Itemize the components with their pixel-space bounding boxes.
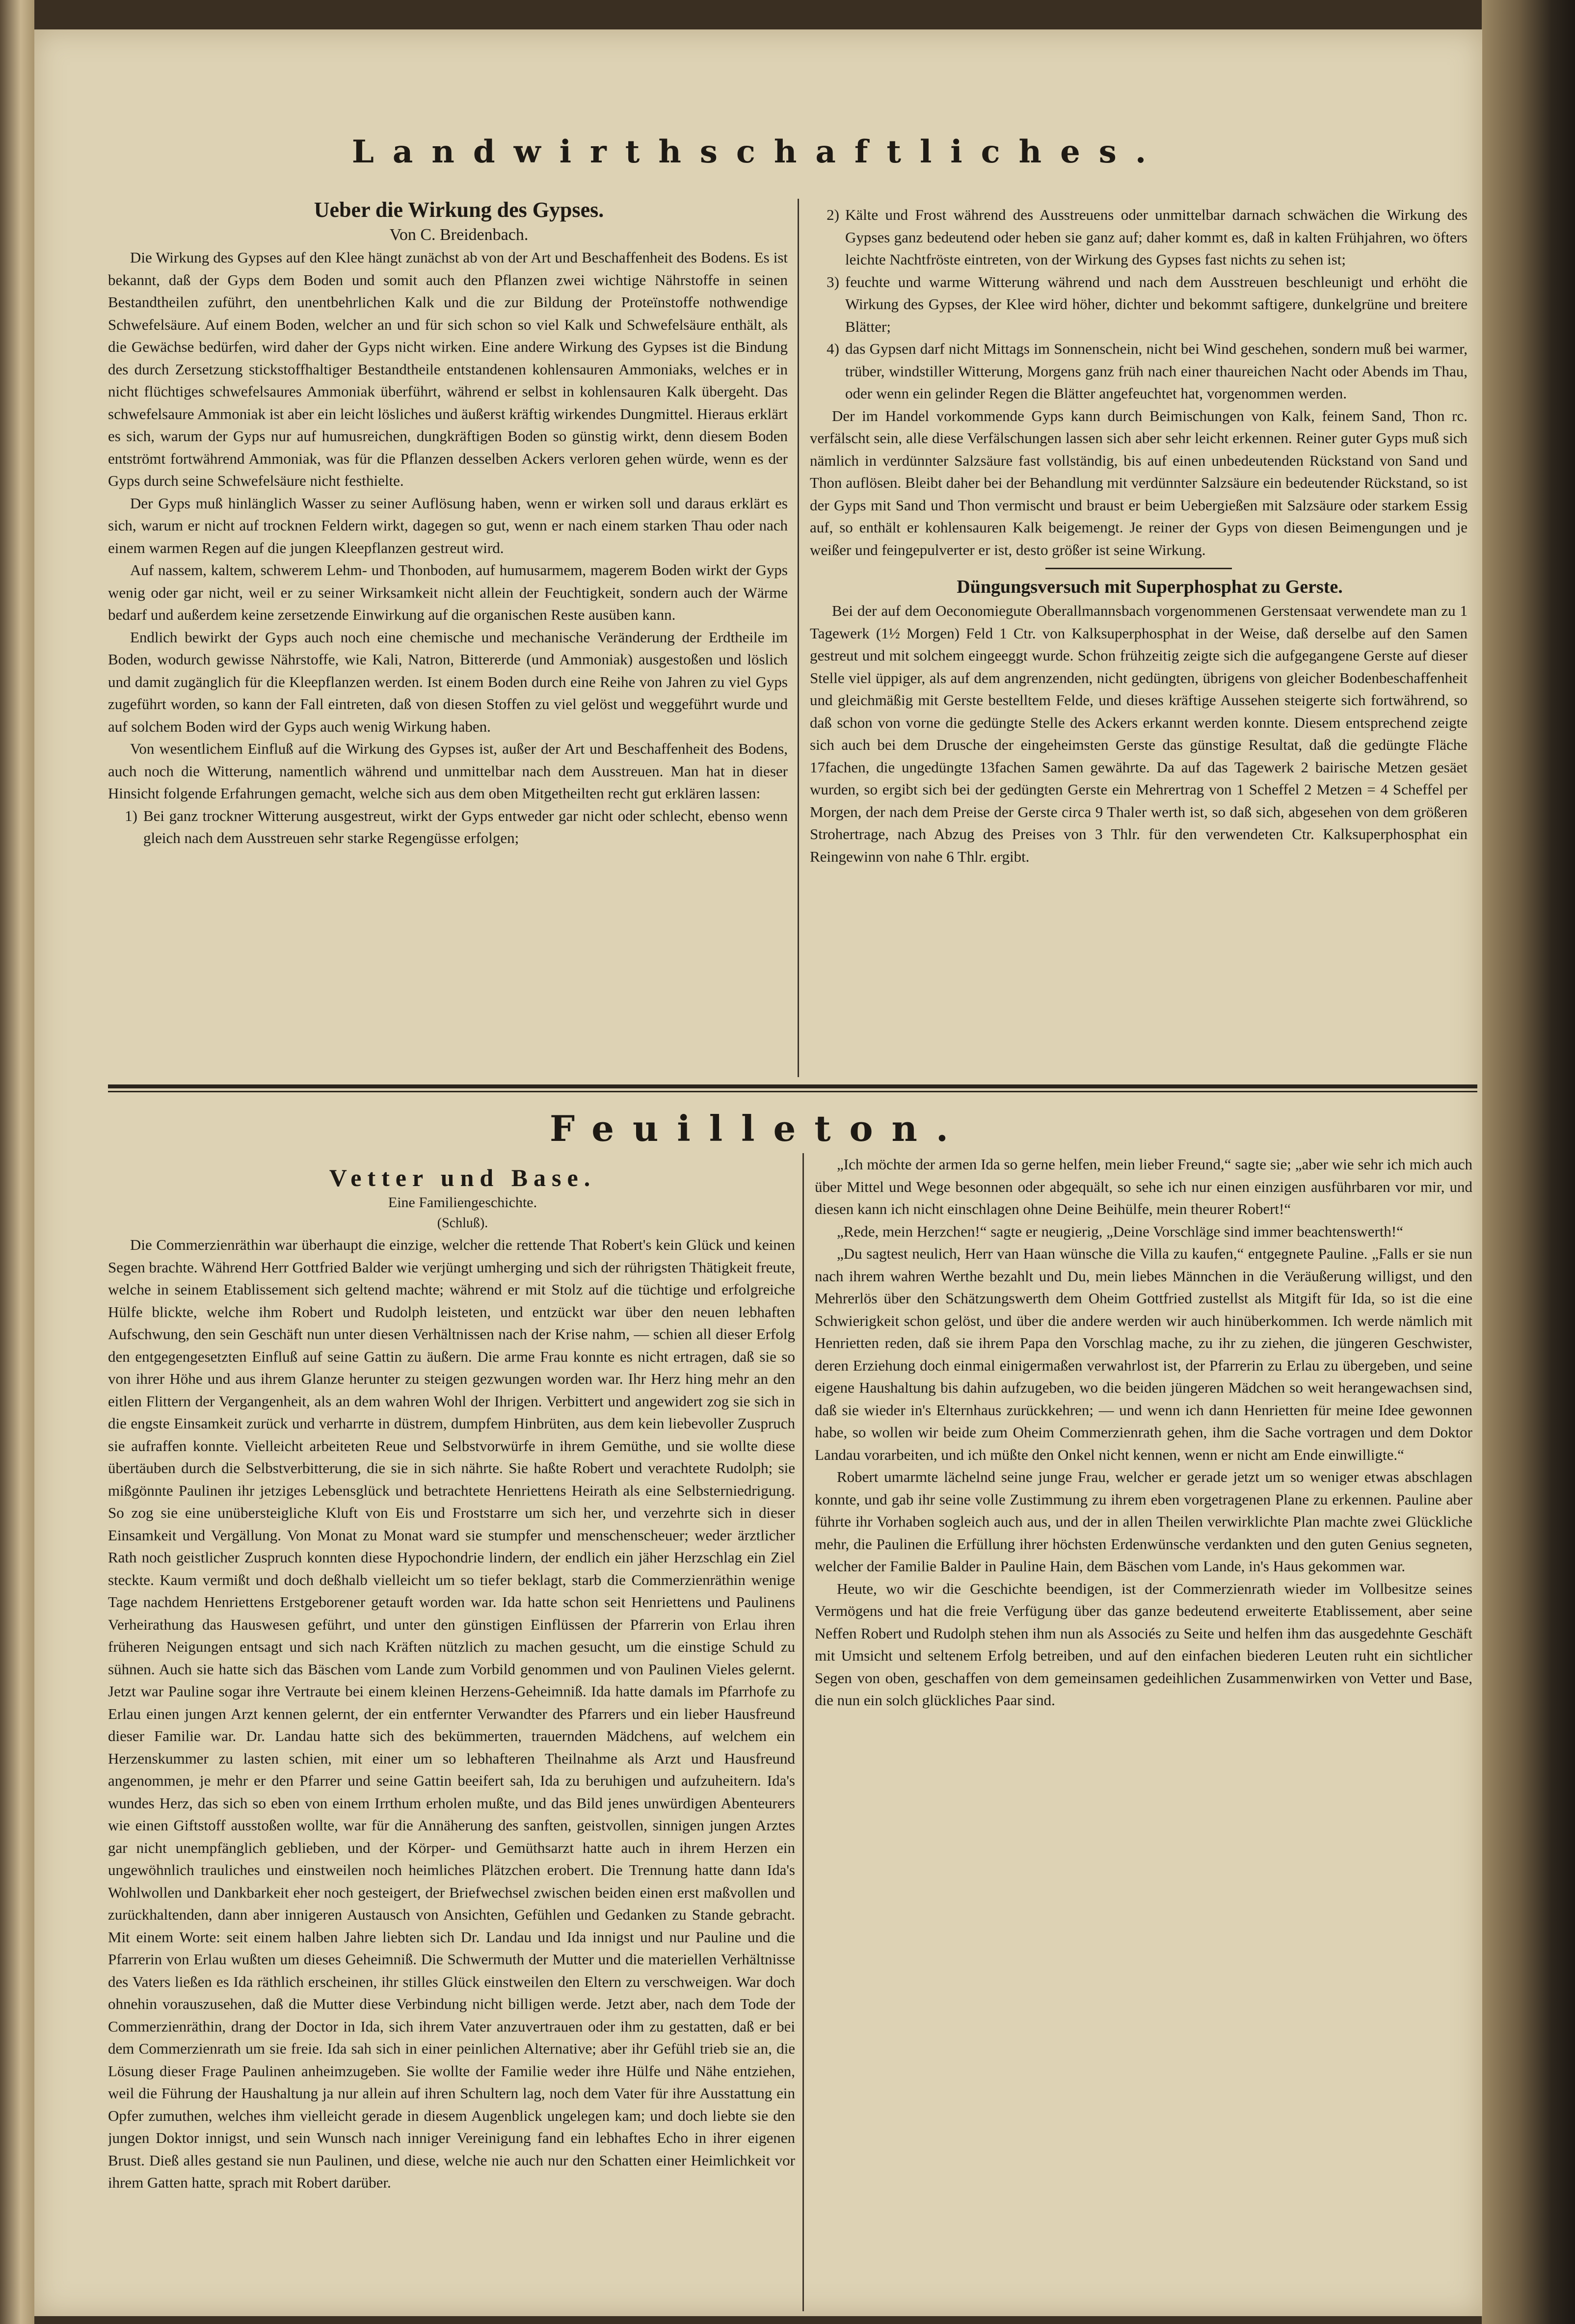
article-divider <box>1045 568 1232 569</box>
newspaper-page <box>34 29 1482 2316</box>
article-author: Von C. Breidenbach. <box>389 226 529 244</box>
column-divider <box>798 199 799 1077</box>
article-title-superphosphat: Düngungsversuch mit Superphosphat zu Gerste. <box>957 577 1343 597</box>
list-item: 2) Kälte und Frost während des Ausstreuens oder unmittelbar darnach schwächen die Wirkung des Gypses ganz bedeutend oder heben sie ganz auf; daher kommt es, daß in kalten Frühjahren, wo öfters leichte Nachtfröste eintreten, von der Wirkung des Gypses fast nichts zu sehen ist; <box>827 206 1468 268</box>
paragraph: Heute, wo wir die Geschichte beendigen, ist der Commerzienrath wieder im Vollbesitze seines Vermögens und hat die freie Verfügung über das ganze bedeutend erweiterte Etablissement, aber seine Neffen Robert und Rudolph stehen ihm nun als Associés zu Seite und helfen ihm das ausgedehnte Geschäft mit Umsicht und seltenem Erfolg betreiben, und auf den einfachen biederen Leuten ruht ein sichtlicher Segen von oben, geschaffen von dem gemeinsamen gedeihlichen Zusammenwirken von Vetter und Base, die nun ein solch glückliches Paar sind. <box>815 1580 1472 1709</box>
story-subtitle: Eine Familiengeschichte. <box>388 1194 537 1211</box>
paragraph: Die Commerzienräthin war überhaupt die einzige, welcher die rettende That Robert's kein Glück und keinen Segen brachte. Während Herr Gottfried Balder wie verjüngt umherging und sich der rührigsten Thätigkeit freute, welche in seinem Etablissement sich geltend machte; während er mit Stolz auf die tüchtige und erfolgreiche Hülfe blickte, welche ihm Robert und Rudolph leisteten, und entzückt war über den neuen lebhaften Aufschwung, den sein Geschäft nun unter diesen Verhältnissen nach der Krise nahm, — schien all dieser Erfolg den entgegengesetzten Einfluß auf seine Gattin zu äußern. Die arme Frau konnte es nicht ertragen, daß sie so von ihrer Höhe und aus ihrem Glanze herunter zu steigen gezwungen worden war. Ihr Herz hing mehr an den eitlen Flittern der Vergangenheit, als an dem wahren Wohl der Ihrigen. Verbittert und angewidert zog sie sich in die engste Einsamkeit zurück und verharrte in düstrem, dumpfem Hinbrüten, aus dem kein liebevoller Zuspruch sie aufraffen konnte. Vielleicht arbeiteten Reue und Selbstvorwürfe in ihrem Gemüthe, und sie wollte diese übertäuben durch die Selbstverbitterung, die sie in sich nährte. Sie haßte Robert und verachtete Rudolph; sie mißgönnte Paulinen ihr jetziges Lebensglück und betrachtete Henriettens Heirath als eine Selbsterniedrigung. So zog sie eine unübersteigliche Kluft von Eis und Froststarre um sich her, und verzehrte sich in dieser Einsamkeit und Vergällung. Von Monat zu Monat ward sie stumpfer und menschenscheuer; weder ärztlicher Rath noch geistlicher Zuspruch konnten diese Hypochondrie lindern, der endlich ein jäher Herzschlag ein Ziel steckte. Kaum vermißt und doch deßhalb vielleicht um so tiefer beklagt, starb die Commerzienräthin wenige Tage nachdem Henriettens Erstgeborener getauft worden war. Ida hatte schon seit Henriettens und Paulinens Verheirathung das Hauswesen geführt, und unter den günstigen Einflüssen der Pfarrerin von Erlau ihren früheren Neigungen entsagt und sich nach Kräften nützlich zu machen gesucht, um die einstige Schuld zu sühnen. Auch sie hatte sich das Bäschen vom Lande zum Vorbild genommen und von Paulinen Vieles gelernt. Jetzt war Pauline sogar ihre Vertraute bei einem kleinen Herzens-Geheimniß. Ida hatte damals im Pfarrhofe zu Erlau einen jungen Arzt kennen gelernt, der ein entfernter Verwandter des Pfarrers und ein lieber Hausfreund dieser Familie war. Dr. Landau hatte sich des bekümmerten, trauernden Mädchens, auf welchem ein Herzenskummer zu lasten schien, mit einer um so lebhafteren Theilnahme als Arzt und Hausfreund angenommen, je mehr er den Pfarrer und seine Gattin beeifert sah, Ida zu beruhigen und aufzuheitern. Ida's wundes Herz, das sich so eben von einem Irrthum erholen mußte, und das Bild jenes unwürdigen Abenteurers wie einen Giftstoff ausstoßen wollte, war für die Annäherung des sanften, geistvollen, sinnigen jungen Arztes gar nicht unempfänglich geblieben, und der Körper- und Gemüthsarzt hatte auch in ihrem Herzen ein ungewöhnlich trauliches und einstweilen noch heimliches Plätzchen erobert. Die Trennung hatte dann Ida's Wohlwollen und Dankbarkeit eher noch gesteigert, der Briefwechsel zwischen beiden einen erst maßvollen und zurückhaltenden, dann aber innigeren Austausch von Ansichten, Gefühlen und Gedanken zu Stande gebracht. Mit einem Worte: seit einem halben Jahre liebten sich Dr. Landau und Ida innigst und nur Pauline und die Pfarrerin von Erlau wußten um dieses Geheimniß. Die Schwermuth der Mutter und die materiellen Verhältnisse des Vaters ließen es Ida räthlich erscheinen, ihr stilles Glück einstweilen den Eltern zu verschweigen. War doch ohnehin vorauszusehen, daß die Mutter diese Verbindung nicht billigen werde. Jetzt aber, nach dem Tode der Commerzienräthin, drang der Doctor in Ida, sich ihrem Vater anzuvertrauen oder ihm zu gestatten, daß er bei dem Commerzienrath um sie freie. Ida sah sich in einer peinlichen Alternative; aber ihr Gefühl trieb sie an, die Lösung dieser Frage Paulinen anheimzugeben. Sie wollte der Familie weder ihre Hülfe und Nähe entziehen, weil die Führung der Haushaltung ja nur allein auf ihren Schultern lag, noch dem Vater für ihre Ausstattung ein Opfer zumuthen, welches ihm vielleicht gerade in diesem Augenblick ungelegen kam; und doch liebte sie den jungen Doktor innigst, und sein Wunsch nach inniger Vereinigung fand ein lebhaftes Echo in ihrer eigenen Brust. Dieß alles gestand sie nun Paulinen, und diese, welche nie auch nur den Schatten einer Heimlichkeit vor ihrem Gatten hatte, sprach mit Robert darüber. <box>108 1236 795 2191</box>
list-item: 1) Bei ganz trockner Witterung ausgestreut, wirkt der Gyps entweder gar nicht oder schlecht, ebenso wenn gleich nach dem Ausstreuen sehr starke Regengüsse erfolgen; <box>125 807 788 846</box>
section-divider <box>108 1091 1477 1092</box>
article-title-gyps: Ueber die Wirkung des Gypses. <box>314 198 604 222</box>
paragraph: Von wesentlichem Einfluß auf die Wirkung des Gypses ist, außer der Art und Beschaffenheit des Bodens, auch noch die Witterung, namentlich während und unmittelbar nach dem Ausstreuen. Man hat in dieser Hinsicht folgende Erfahrungen gemacht, welche sich aus dem oben Mitgetheilten recht gut erklären lassen: <box>108 740 788 802</box>
column-divider <box>802 1153 804 2311</box>
section-divider <box>108 1084 1477 1088</box>
paragraph: Robert umarmte lächelnd seine junge Frau, welcher er gerade jetzt um so weniger etwas abschlagen konnte, und gab ihr seine volle Zustimmung zu ihrem eben vorgetragenen Plane zu erkennen. Pauline aber führte ihr Vorhaben sogleich auch aus, und der in allen Theilen verwirklichte Plan machte zwei Glückliche mehr, die Paulinen die Erfüllung ihrer höchsten Erdenwünsche verdankten und den guten Genius segneten, welcher der Familie Balder in Pauline Hain, dem Bäschen vom Lande, in's Haus gekommen war. <box>815 1468 1472 1575</box>
paragraph: „Ich möchte der armen Ida so gerne helfen, mein lieber Freund,“ sagte sie; „aber wie sehr ich mich auch über Mittel und Wege besonnen oder abgequält, so sehe ich nur einen einzigen ausführbaren vor mir, und diesen kann ich nicht einschlagen ohne Deine Beihülfe, mein theurer Robert!“ <box>815 1156 1472 1217</box>
left-page-edge <box>0 0 34 2324</box>
section-heading-landwirthschaftliches: Landwirthschaftliches. <box>351 133 1165 170</box>
list-item: 3) feuchte und warme Witterung während und nach dem Ausstreuen beschleunigt und erhöht die Wirkung des Gypses, der Klee wird höher, dichter und bekommt saftigere, dunkelgrüne und breitere Blätter; <box>827 273 1468 335</box>
paragraph: Der Gyps muß hinlänglich Wasser zu seiner Auflösung haben, wenn er wirken soll und daraus erklärt es sich, warum er nicht auf trocknen Feldern wirkt, dagegen so gut, wenn er nach einem starken Thau oder nach einem warmen Regen auf die jungen Kleepflanzen gestreut wird. <box>108 494 788 556</box>
feuilleton-left-column <box>108 1163 795 2314</box>
paragraph: Bei der auf dem Oeconomiegute Oberallmannsbach vorgenommenen Gerstensaat verwendete man zu 1 Tagewerk (1½ Morgen) Feld 1 Ctr. von Kalksuperphosphat in der Weise, daß derselbe auf den Samen gestreut und mit solchem eingeeggt wurde. Schon frühzeitig zeigte sich die aufgegangene Gerste auf dieser Stelle viel üppiger, als auf dem angrenzenden, nicht gedüngten, übrigens von gleicher Bodenbeschaffenheit und gleichmäßig mit Gerste bestelltem Felde, und dieses kräftige Aussehen steigerte sich fortwährend, so daß schon von vorne die gedüngte Stelle des Ackers erkannt werden konnte. Diesem entsprechend zeigte sich auch bei dem Drusche der eingeheimsten Gerste das günstige Resultat, daß die gedüngte Fläche 17fachen, die ungedüngte 13fachen Samen gewährte. Da auf das Tagewerk 2 bairische Metzen gesäet wurden, so ergibt sich bei der gedüngten Gerste ein Mehrertrag von 1 Scheffel 2 Metzen = 4 Scheffel per Morgen, der nach dem Preise der Gerste circa 9 Thaler werth ist, so daß sich, abgesehen von dem größeren Strohertrage, nach Abzug des Preises von 3 Thlr. für den verwendeten Ctr. Kalksuperphosphat ein Reingewinn von nahe 6 Thlr. ergibt. <box>810 602 1468 865</box>
paragraph: Der im Handel vorkommende Gyps kann durch Beimischungen von Kalk, feinem Sand, Thon rc. verfälscht sein, alle diese Verfälschungen lassen sich aber sehr leicht erkennen. Reiner guter Gyps muß sich nämlich in verdünnter Salzsäure fast vollständig, bis auf einen unbedeutenden Rückstand von Sand und Thon auflösen. Bleibt daher bei der Behandlung mit verdünnter Salzsäure ein bedeutender Rückstand, so ist der Gyps mit Sand und Thon vermischt und braust er beim Uebergießen mit Salzsäure oder starkem Essig auf, so enthält er kohlensauren Kalk beigemengt. Je reiner der Gyps von diesen Beimengungen und je weißer und feingepulverter er ist, desto größer ist seine Wirkung. <box>810 407 1468 558</box>
section-heading-feuilleton: Feuilleton. <box>550 1108 967 1149</box>
paragraph: „Rede, mein Herzchen!“ sagte er neugierig, „Deine Vorschläge sind immer beachtenswerth!“ <box>837 1222 1403 1240</box>
paragraph: Endlich bewirkt der Gyps auch noch eine chemische und mechanische Veränderung der Erdtheile im Boden, wodurch gewisse Nährstoffe, wie Kali, Natron, Bittererde (und Ammoniak) ausgestoßen und löslich und damit zugänglich für die Kleepflanzen werden. Ist einem Boden durch eine Reihe von Jahren zu viel Gyps zugeführt worden, so kann der Fall eintreten, daß von diesen Stoffen zu viel gelöst und weggeführt wurde und auf solchem Boden wird der Gyps auch wenig Wirkung haben. <box>108 628 788 735</box>
book-binding-edge <box>1482 0 1575 2324</box>
paragraph: „Du sagtest neulich, Herr van Haan wünsche die Villa zu kaufen,“ entgegnete Pauline. „Falls er sie nun nach ihrem wahren Werthe bezahlt und Du, mein liebes Männchen in die Veräußerung willigst, und den Mehrerlös über den Schätzungswerth dem Oheim Gottfried zustellst als Mitgift für Ida, so ist die eine Schwierigkeit schon gelöst, und über die andere werden wir auch hinüberkommen. Ich werde nämlich mit Henrietten reden, daß sie ihrem Papa den Vorschlag mache, zu ihr zu ziehen, die jüngeren Geschwister, deren Erziehung doch einmal einigermaßen verwahrlost ist, der Pfarrerin zu Erlau zu übergeben, und seine eigene Haushaltung bis dahin aufzugeben, wo die beiden jüngeren Mädchen so weit herangewachsen sind, daß sie wieder in's Elternhaus zurückkehren; — und wenn ich dann Henrietten für meine Idee gewonnen habe, so wollen wir beide zum Oheim Commerzienrath gehen, ihm die Sache vortragen und dem Doktor Landau vorarbeiten, und ich müßte den Onkel nicht kennen, wenn er nicht am Ende einwilligte.“ <box>815 1245 1472 1463</box>
agri-left-column <box>108 196 788 1075</box>
story-part: (Schluß). <box>437 1215 488 1231</box>
paragraph: Die Wirkung des Gypses auf den Klee hängt zunächst ab von der Art und Beschaffenheit des Bodens. Es ist bekannt, daß der Gyps dem Boden und somit auch den Pflanzen zwei wichtige Nährstoffe in seinen Bestandtheilen zuführt, den unentbehrlichen Kalk und die zur Bildung der Proteïnstoffe nothwendige Schwefelsäure. Auf einem Boden, welcher an und für sich schon so viel Kalk und Schwefelsäure enthält, als die Gewächse bedürfen, wird daher der Gyps nicht wirken. Eine andere Wirkung des Gypses ist die Bindung des durch Zersetzung stickstoffhaltiger Bestandtheile entstandenen kohlensauren Ammoniaks, welches er in nicht flüchtiges schwefelsaures Ammoniak überführt, während er selbst in kohlensauren Kalk übergeht. Das schwefelsaure Ammoniak ist aber ein leicht lösliches und äußerst kräftig wirkendes Dungmittel. Hieraus erklärt es sich, warum der Gyps nur auf humusreichen, dungkräftigen Boden so günstig wirkt, denn diesem Boden entströmt fortwährend Ammoniak, was für die Pflanzen desselben Ackers verloren gehen würde, wenn es der Gyps durch seine Schwefelsäure nicht festhielte. <box>108 249 788 489</box>
paragraph: Auf nassem, kaltem, schwerem Lehm- und Thonboden, auf humusarmem, magerem Boden wirkt der Gyps wenig oder gar nicht, weil er zu seiner Wirksamkeit nicht allein der Feuchtigkeit, sondern auch der Wärme bedarf und außerdem keine zersetzende Einwirkung auf die organischen Reste ausüben kann. <box>108 561 788 623</box>
list-item: 4) das Gypsen darf nicht Mittags im Sonnenschein, nicht bei Wind geschehen, sondern muß bei warmer, trüber, windstiller Witterung, Morgens ganz früh nach einer thaureichen Nacht oder Abends im Thau, oder wenn ein gelinder Regen die Blätter angefeuchtet hat, vorgenommen werden. <box>827 340 1468 402</box>
agri-right-column <box>810 204 1468 1082</box>
feuilleton-right-column <box>815 1153 1472 2314</box>
story-title: Vetter und Base. <box>329 1164 596 1191</box>
